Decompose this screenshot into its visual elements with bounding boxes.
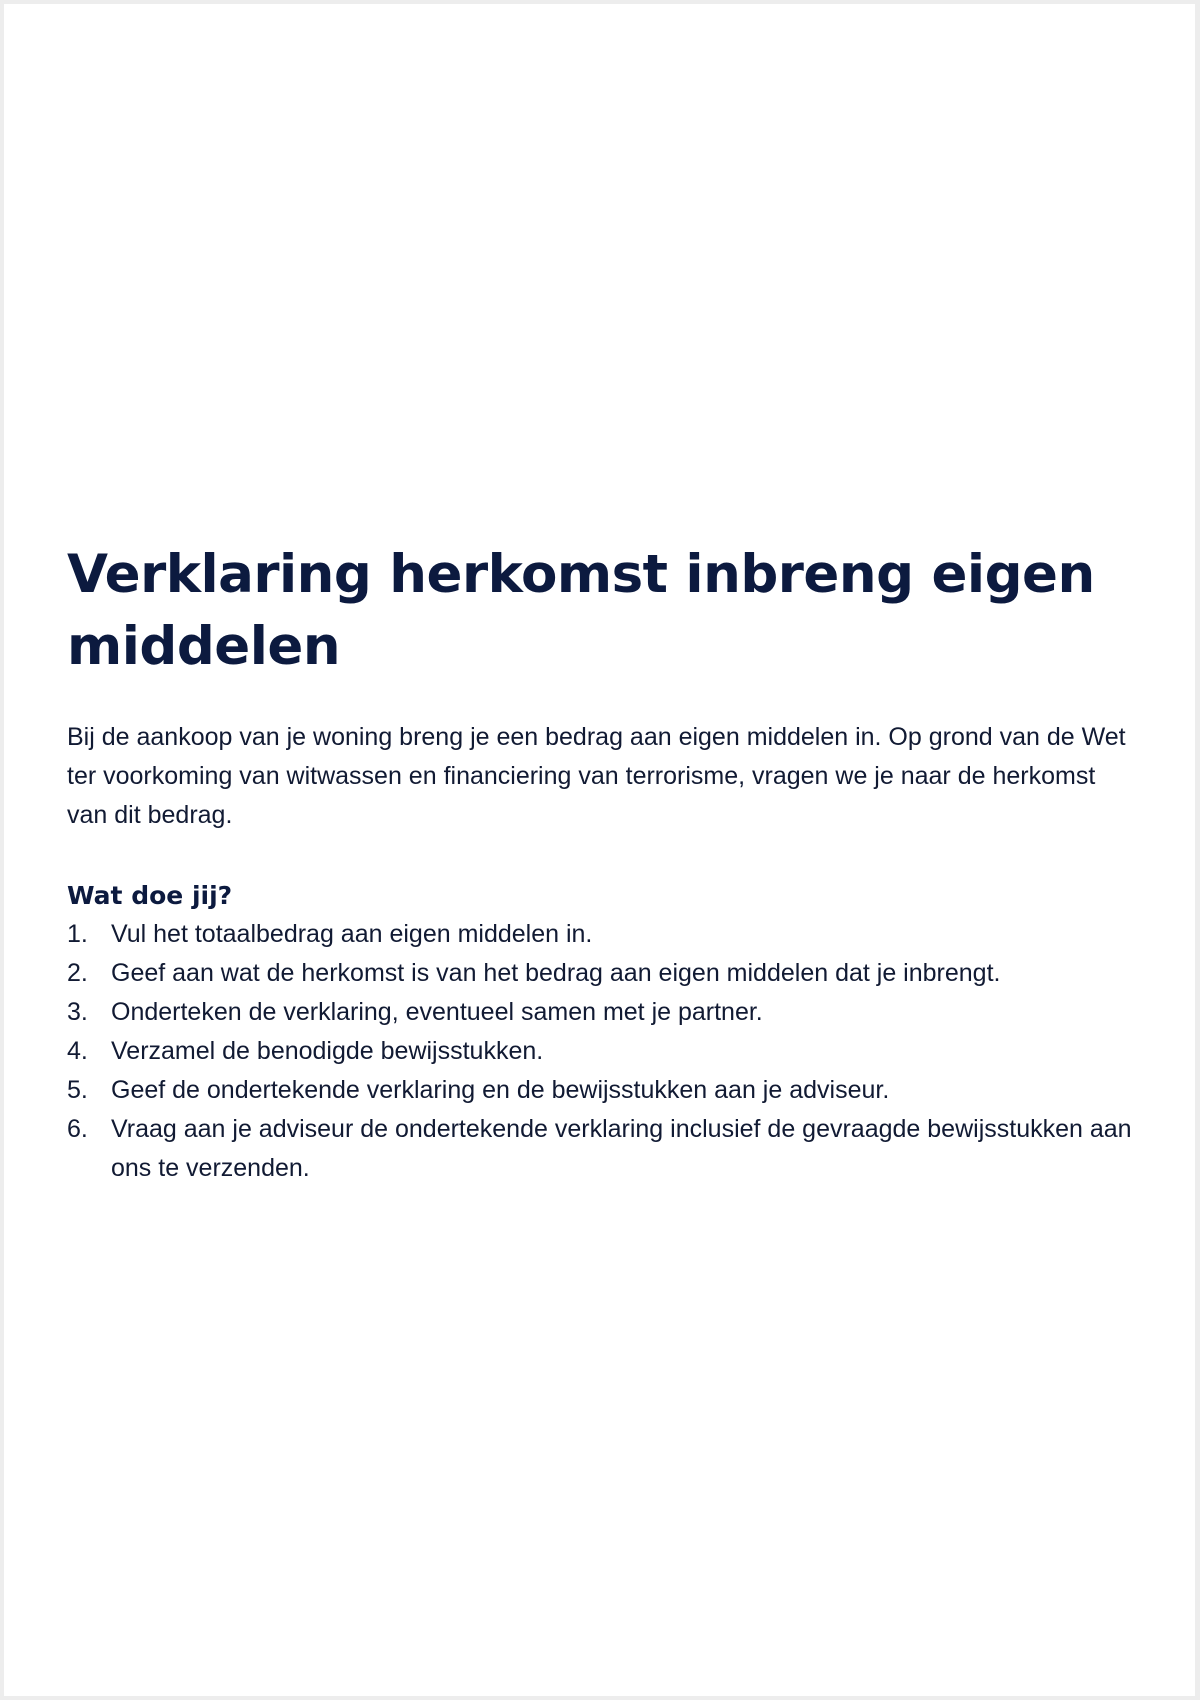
step-text: Onderteken de verklaring, eventueel samen met je partner.	[111, 998, 763, 1026]
step-text: Verzamel de benodigde bewijsstukken.	[111, 1037, 544, 1065]
step-item	[67, 954, 1137, 993]
step-item	[67, 1110, 1137, 1188]
step-number: 4.	[67, 1037, 88, 1065]
document-title: Verklaring herkomst inbreng eigen middelen	[67, 544, 1095, 677]
step-number: 2.	[67, 959, 88, 987]
step-number: 1.	[67, 920, 88, 948]
step-text: Vraag aan je adviseur de ondertekende verklaring inclusief de gevraagde bewijsstukken aan ons te verzenden.	[111, 1115, 1132, 1182]
steps-list	[67, 915, 1137, 1188]
step-item	[67, 1032, 1137, 1071]
section-heading: Wat doe jij?	[67, 881, 233, 910]
step-text: Geef de ondertekende verklaring en de bewijsstukken aan je adviseur.	[111, 1076, 890, 1104]
step-text: Geef aan wat de herkomst is van het bedrag aan eigen middelen dat je inbrengt.	[111, 959, 1001, 987]
step-number: 5.	[67, 1076, 88, 1104]
step-item	[67, 915, 1137, 954]
step-item	[67, 1071, 1137, 1110]
intro-paragraph: Bij de aankoop van je woning breng je een bedrag aan eigen middelen in. Op grond van de Wet ter voorkoming van witwassen en financiering van terrorisme, vragen we je naar de herkomst van dit bedrag.	[67, 723, 1126, 829]
step-item	[67, 993, 1137, 1032]
step-number: 3.	[67, 998, 88, 1026]
document-page	[4, 4, 1195, 1696]
step-text: Vul het totaalbedrag aan eigen middelen in.	[111, 920, 593, 948]
document-content	[67, 539, 1137, 1188]
step-number: 6.	[67, 1115, 88, 1143]
